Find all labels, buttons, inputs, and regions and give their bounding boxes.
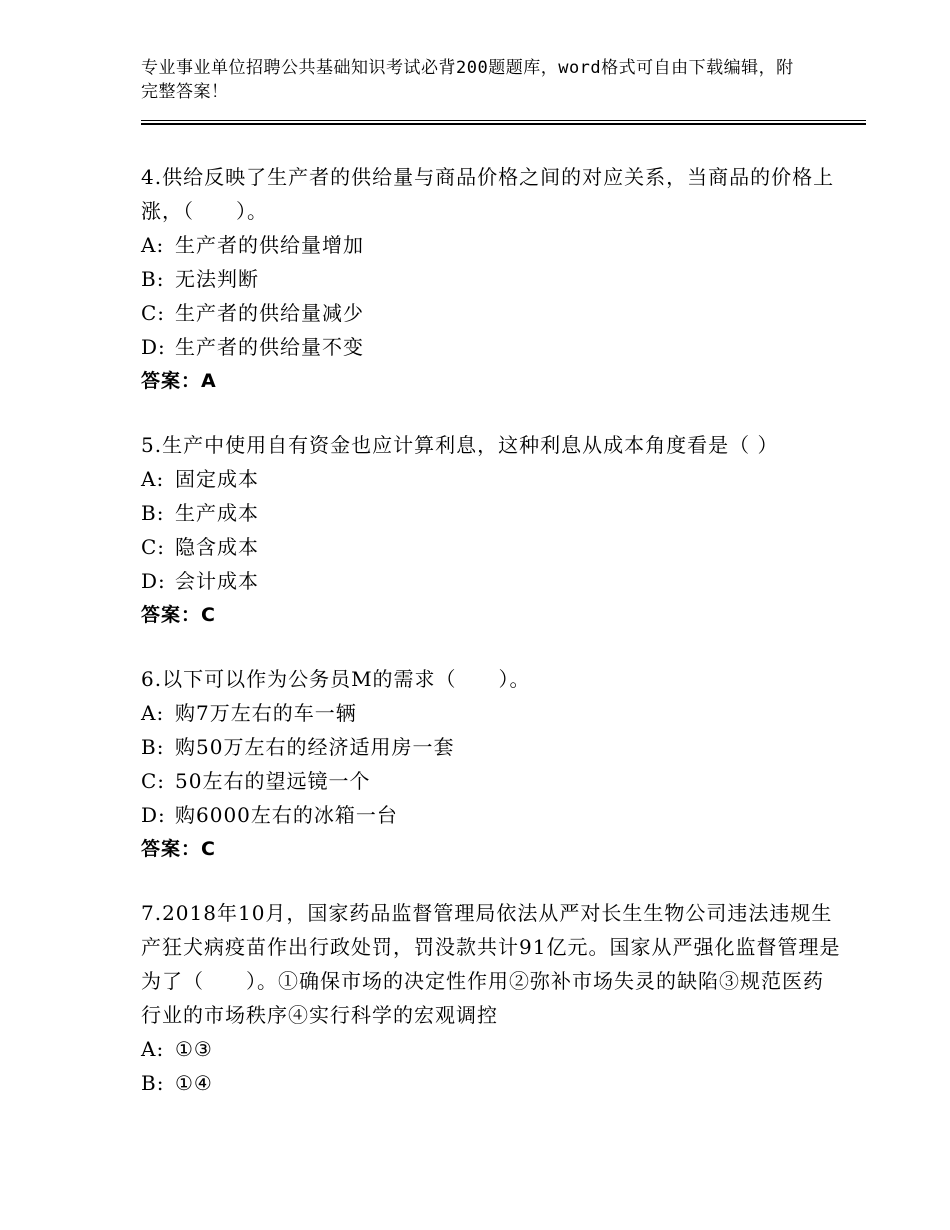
answer-line: 答案：C bbox=[141, 604, 216, 626]
option-text: 购50万左右的经济适用房一套 bbox=[175, 735, 455, 759]
document-header: 专业事业单位招聘公共基础知识考试必背200题题库，word格式可自由下载编辑，附完整答案！ bbox=[141, 58, 794, 102]
option-b bbox=[141, 496, 841, 530]
option-d bbox=[141, 564, 841, 598]
option-text: 50左右的望远镜一个 bbox=[175, 769, 371, 793]
question-list bbox=[141, 160, 841, 1130]
option-key: D: bbox=[141, 803, 166, 827]
option-key: C: bbox=[141, 769, 166, 793]
option-a bbox=[141, 462, 841, 496]
option-text: 购6000左右的冰箱一台 bbox=[175, 803, 398, 827]
option-text: 生产成本 bbox=[175, 501, 259, 525]
header-divider-thin bbox=[141, 120, 866, 121]
question-6 bbox=[141, 662, 841, 866]
answer-line: 答案：A bbox=[141, 370, 217, 392]
option-b bbox=[141, 730, 841, 764]
option-key: A: bbox=[141, 701, 165, 725]
question-stem: 7.2018年10月，国家药品监督管理局依法从严对长生生物公司违法违规生产狂犬病疫苗作出行政处罚，罚没款共计91亿元。国家从严强化监督管理是为了（ ）。①确保市场的决定性作用②弥补市场失灵的缺陷③规范医药行业的市场秩序④实行科学的宏观调控 bbox=[141, 901, 841, 1027]
option-text: 无法判断 bbox=[175, 267, 259, 291]
option-text: 生产者的供给量减少 bbox=[175, 301, 364, 325]
header-divider-thick bbox=[141, 123, 866, 125]
option-b bbox=[141, 262, 841, 296]
option-c bbox=[141, 296, 841, 330]
option-key: B: bbox=[141, 735, 165, 759]
option-key: B: bbox=[141, 501, 165, 525]
option-text: ①③ bbox=[175, 1037, 213, 1061]
answer-line: 答案：C bbox=[141, 838, 216, 860]
option-text: 购7万左右的车一辆 bbox=[175, 701, 357, 725]
question-stem: 5.生产中使用自有资金也应计算利息，这种利息从成本角度看是（ ） bbox=[141, 433, 779, 457]
option-a bbox=[141, 1032, 841, 1066]
option-text: 会计成本 bbox=[175, 569, 259, 593]
option-key: D: bbox=[141, 569, 166, 593]
option-text: 隐含成本 bbox=[175, 535, 259, 559]
option-a bbox=[141, 696, 841, 730]
option-c bbox=[141, 764, 841, 798]
option-d bbox=[141, 798, 841, 832]
option-text: 固定成本 bbox=[175, 467, 259, 491]
option-text: 生产者的供给量不变 bbox=[175, 335, 364, 359]
option-text: ①④ bbox=[175, 1071, 213, 1095]
option-b bbox=[141, 1066, 841, 1100]
question-stem: 6.以下可以作为公务员M的需求（ ）。 bbox=[141, 667, 531, 691]
option-c bbox=[141, 530, 841, 564]
option-key: D: bbox=[141, 335, 166, 359]
option-d bbox=[141, 330, 841, 364]
option-key: C: bbox=[141, 535, 166, 559]
option-key: B: bbox=[141, 1071, 165, 1095]
option-key: A: bbox=[141, 467, 165, 491]
question-7 bbox=[141, 896, 841, 1100]
option-text: 生产者的供给量增加 bbox=[175, 233, 364, 257]
question-5 bbox=[141, 428, 841, 632]
question-4 bbox=[141, 160, 841, 398]
option-key: B: bbox=[141, 267, 165, 291]
option-key: A: bbox=[141, 233, 165, 257]
option-a bbox=[141, 228, 841, 262]
question-stem: 4.供给反映了生产者的供给量与商品价格之间的对应关系，当商品的价格上涨，（ ）。 bbox=[141, 165, 835, 223]
option-key: A: bbox=[141, 1037, 165, 1061]
option-key: C: bbox=[141, 301, 166, 325]
